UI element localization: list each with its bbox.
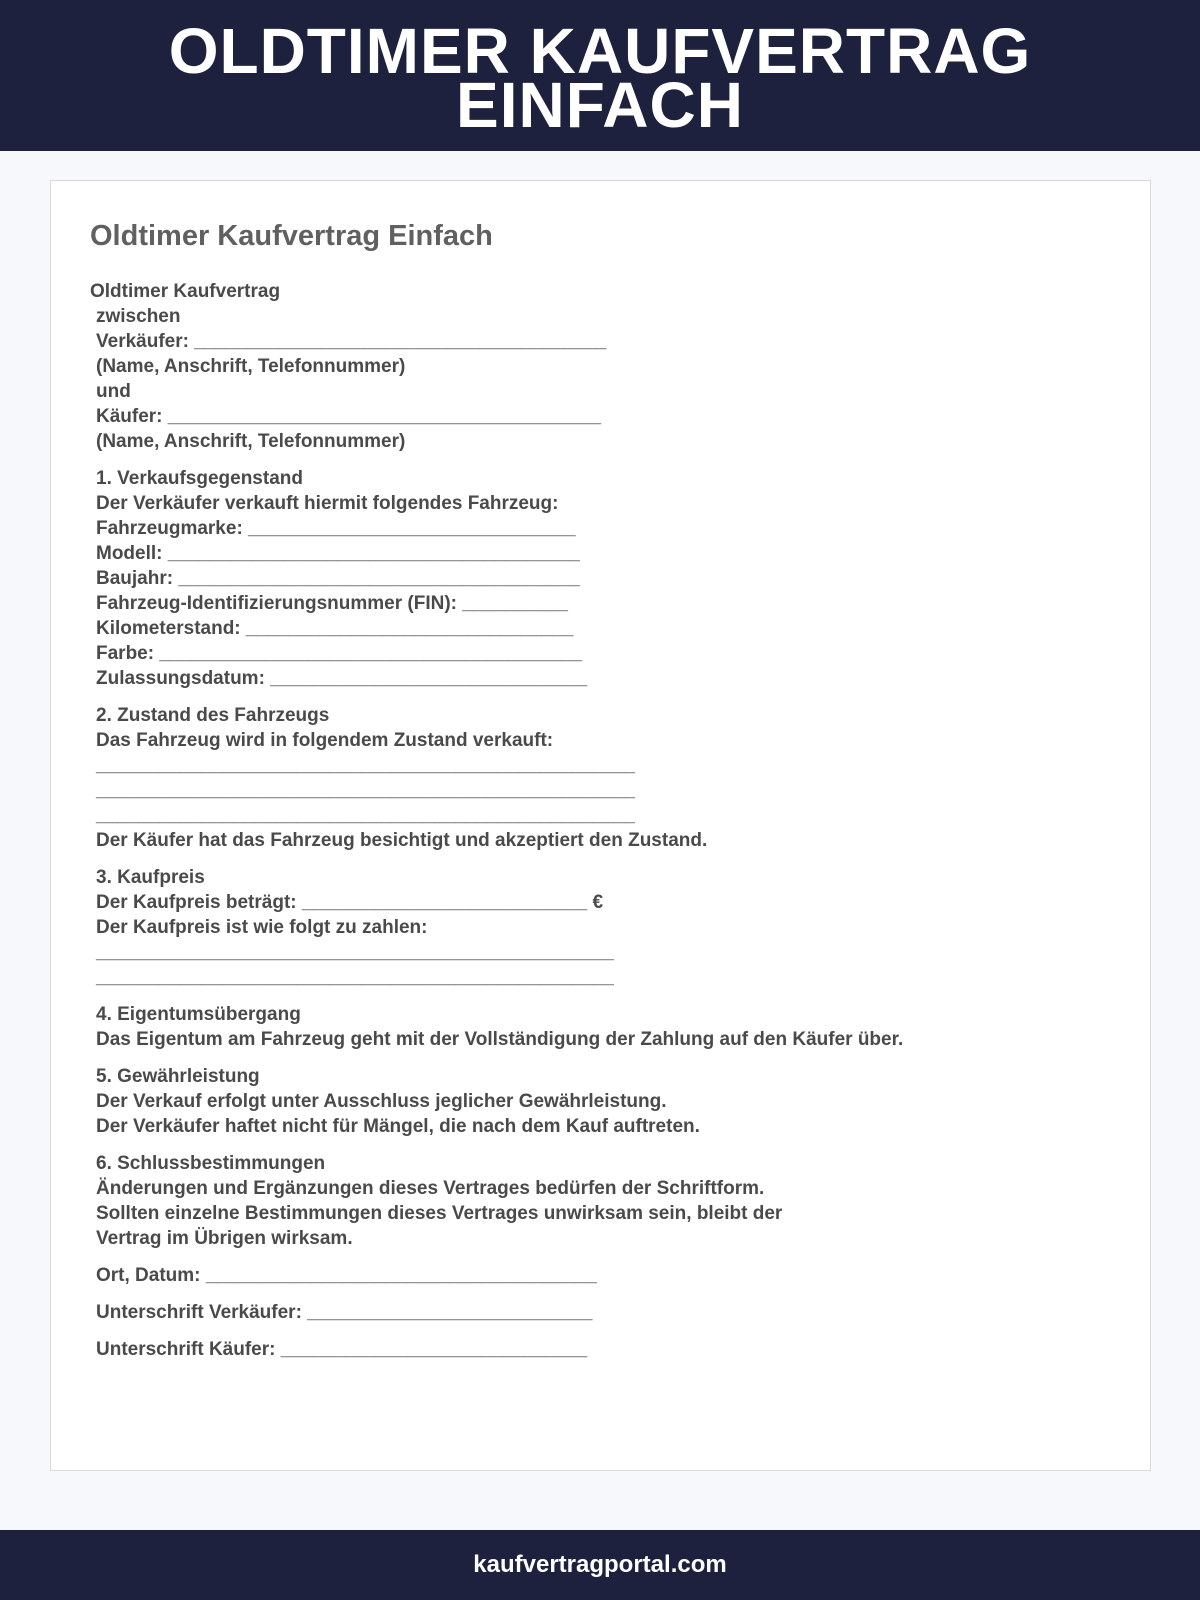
and-text: und <box>96 381 131 402</box>
section-3-heading: 3. Kaufpreis <box>96 867 205 888</box>
vin-field: Fahrzeug-Identifizierungsnummer (FIN): __________ <box>96 593 568 614</box>
brand-field: Fahrzeugmarke: _______________________________ <box>96 518 576 539</box>
contract-body <box>90 279 1110 1362</box>
page-footer <box>0 1530 1200 1600</box>
page-header <box>0 0 1200 151</box>
section-5-heading: 5. Gewährleistung <box>96 1066 260 1087</box>
place-date-field: Ort, Datum: _____________________________________ <box>96 1265 597 1286</box>
price-field: Der Kaufpreis beträgt: ___________________________ € <box>96 892 604 913</box>
contract-document <box>50 180 1151 1471</box>
model-field: Modell: _______________________________________ <box>96 543 580 564</box>
registration-field: Zulassungsdatum: ______________________________ <box>96 668 588 689</box>
section-2-heading: 2. Zustand des Fahrzeugs <box>96 705 330 726</box>
condition-line-2: ___________________________________________________ <box>96 780 635 801</box>
condition-line-1: ___________________________________________________ <box>96 755 635 776</box>
section-6-text-1: Änderungen und Ergänzungen dieses Vertrages bedürfen der Schriftform. <box>96 1178 765 1199</box>
section-6-text-2: Sollten einzelne Bestimmungen dieses Vertrages unwirksam sein, bleibt der <box>96 1203 783 1224</box>
buyer-signature-field: Unterschrift Käufer: _____________________________ <box>96 1339 588 1360</box>
section-6-text-3: Vertrag im Übrigen wirksam. <box>96 1228 353 1249</box>
section-4-text: Das Eigentum am Fahrzeug geht mit der Vollständigung der Zahlung auf den Käufer über. <box>96 1029 904 1050</box>
section-6-heading: 6. Schlussbestimmungen <box>96 1153 326 1174</box>
seller-field: Verkäufer: _______________________________________ <box>96 331 607 352</box>
seller-signature-field: Unterschrift Verkäufer: ___________________________ <box>96 1302 593 1323</box>
mileage-field: Kilometerstand: _______________________________ <box>96 618 574 639</box>
section-2-outro: Der Käufer hat das Fahrzeug besichtigt und akzeptiert den Zustand. <box>96 830 708 851</box>
contract-heading: Oldtimer Kaufvertrag <box>90 281 281 302</box>
payment-line-1: _________________________________________________ <box>96 942 614 963</box>
section-2-intro: Das Fahrzeug wird in folgendem Zustand verkauft: <box>96 730 554 751</box>
year-field: Baujahr: ______________________________________ <box>96 568 580 589</box>
payment-text: Der Kaufpreis ist wie folgt zu zahlen: <box>96 917 428 938</box>
condition-line-3: ___________________________________________________ <box>96 805 635 826</box>
section-4-heading: 4. Eigentumsübergang <box>96 1004 301 1025</box>
document-title: Oldtimer Kaufvertrag Einfach <box>90 220 493 252</box>
section-1-heading: 1. Verkaufsgegenstand <box>96 468 303 489</box>
between-text: zwischen <box>96 306 181 327</box>
buyer-note: (Name, Anschrift, Telefonnummer) <box>96 431 406 452</box>
section-5-text-1: Der Verkauf erfolgt unter Ausschluss jeglicher Gewährleistung. <box>96 1091 667 1112</box>
footer-site[interactable]: kaufvertragportal.com <box>473 1551 727 1578</box>
section-1-intro: Der Verkäufer verkauft hiermit folgendes Fahrzeug: <box>96 493 559 514</box>
seller-note: (Name, Anschrift, Telefonnummer) <box>96 356 406 377</box>
section-5-text-2: Der Verkäufer haftet nicht für Mängel, die nach dem Kauf auftreten. <box>96 1116 700 1137</box>
color-field: Farbe: ________________________________________ <box>96 643 583 664</box>
header-title: OLDTIMER KAUFVERTRAG EINFACH <box>168 14 1032 141</box>
payment-line-2: _________________________________________________ <box>96 967 614 988</box>
buyer-field: Käufer: _________________________________________ <box>96 406 602 427</box>
